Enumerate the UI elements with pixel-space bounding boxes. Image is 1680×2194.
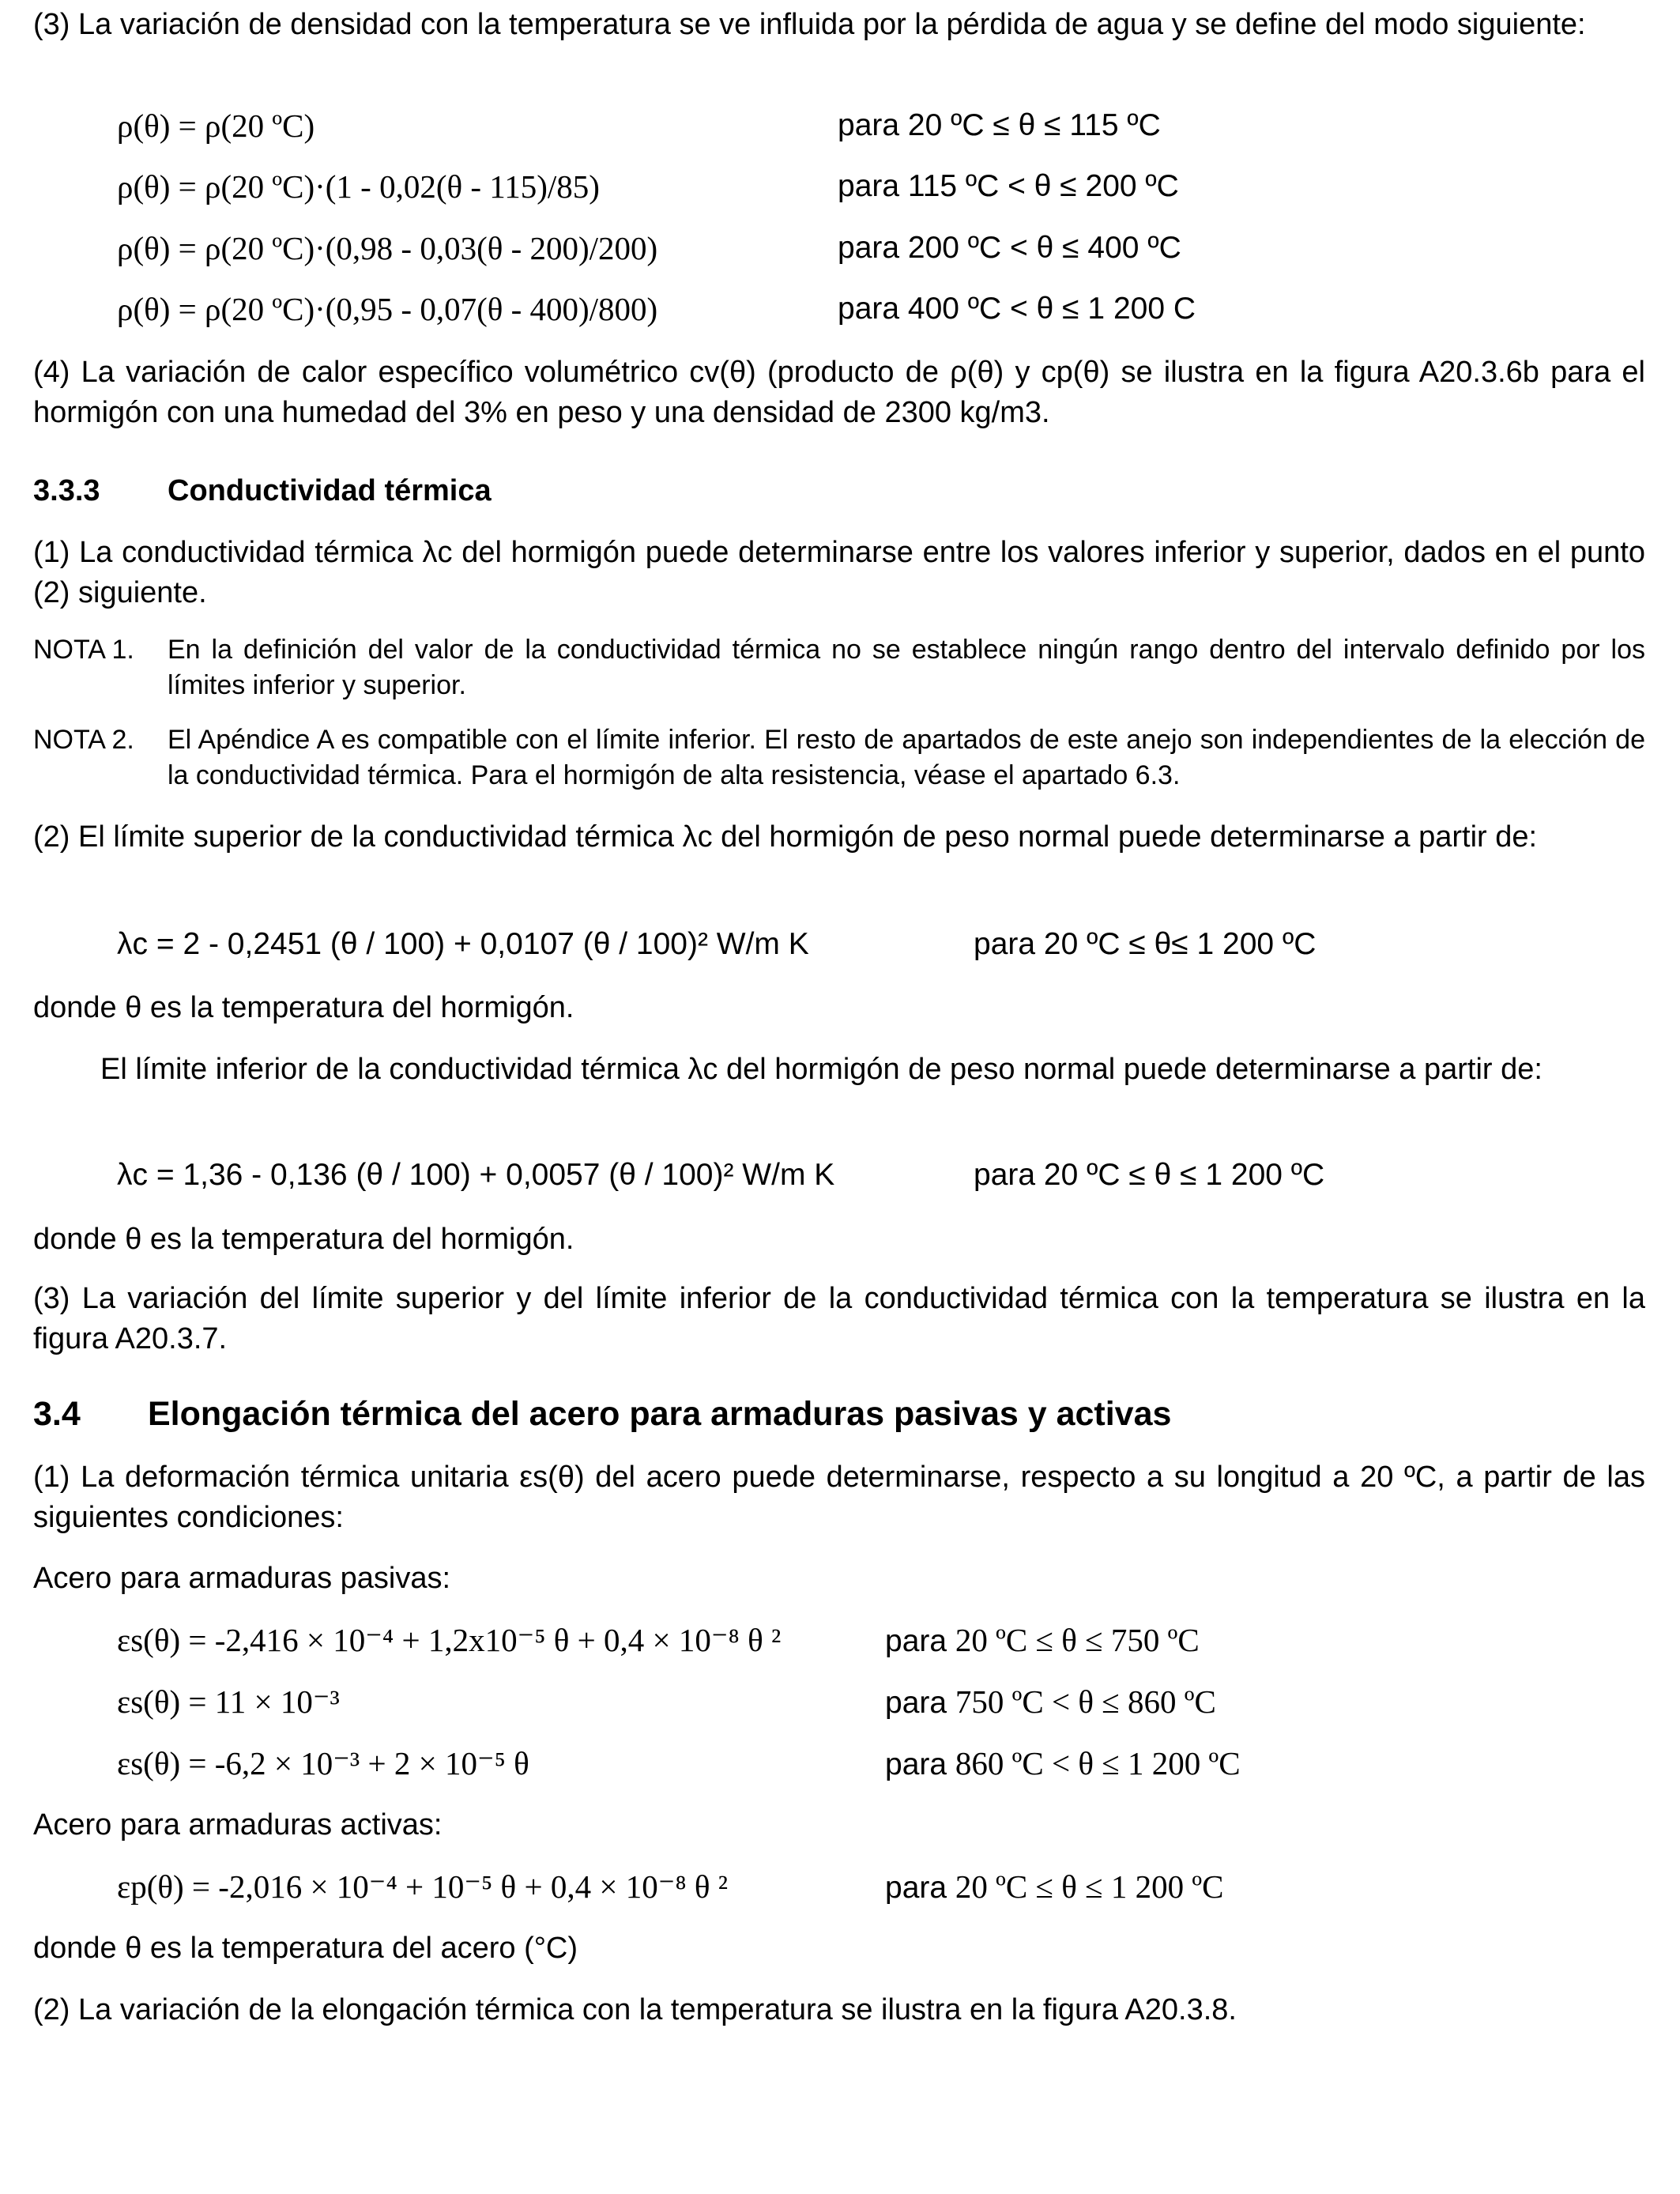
paragraph-steel-strain: (1) La deformación térmica unitaria εs(θ) del acero puede determinarse, respecto a su longitud a 20 ºC, a partir de las siguientes condiciones: xyxy=(33,1461,1645,1534)
upper-limit-formula: λc = 2 - 0,2451 (θ / 100) + 0,0107 (θ / 100)² W/m K xyxy=(117,927,809,961)
pasivas-condition-3 xyxy=(885,1744,1241,1785)
pasivas-formula-1: εs(θ) = -2,416 × 10⁻⁴ + 1,2x10⁻⁵ θ + 0,4 × 10⁻⁸ θ ² xyxy=(117,1622,782,1658)
rho-condition-2: para 115 ºC < θ ≤ 200 ºC xyxy=(838,169,1179,203)
note-label: NOTA 1. xyxy=(33,635,134,665)
rho-formula-3: ρ(θ) = ρ(20 ºC)·(0,98 - 0,03(θ - 200)/200) xyxy=(117,230,658,266)
pasivas-condition-2 xyxy=(885,1682,1216,1723)
paragraph-lower-limit: El límite inferior de la conductividad térmica λc del hormigón de peso normal puede determinarse a partir de: xyxy=(100,1053,1543,1086)
rho-formula-4: ρ(θ) = ρ(20 ºC)·(0,95 - 0,07(θ - 400)/800) xyxy=(117,291,658,327)
condition-range: 20 ºC ≤ θ ≤ 750 ºC xyxy=(955,1622,1200,1658)
activas-condition xyxy=(885,1867,1223,1908)
condition-prefix: para xyxy=(885,1747,947,1781)
section-title: Conductividad térmica xyxy=(168,474,492,507)
condition-prefix: para xyxy=(885,1686,947,1720)
condition-prefix: para xyxy=(885,1871,947,1905)
paragraph-conductivity-variation: (3) La variación del límite superior y del límite inferior de la conductividad térmica con la temperatura se ilustra en la figura A20.3.7. xyxy=(33,1282,1645,1355)
lower-limit-formula: λc = 1,36 - 0,136 (θ / 100) + 0,0057 (θ / 100)² W/m K xyxy=(117,1158,835,1192)
note-1 xyxy=(33,632,1645,703)
rho-formula-2: ρ(θ) = ρ(20 ºC)·(1 - 0,02(θ - 115)/85) xyxy=(117,168,600,205)
donde-line-3: donde θ es la temperatura del acero (°C) xyxy=(33,1932,578,1965)
condition-prefix: para xyxy=(885,1624,947,1658)
lower-limit-condition: para 20 ºC ≤ θ ≤ 1 200 ºC xyxy=(974,1158,1325,1192)
paragraph-conductivity: (1) La conductividad térmica λc del hormigón puede determinarse entre los valores inferior y superior, dados en el punto (2) siguiente. xyxy=(33,536,1645,609)
condition-range: 860 ºC < θ ≤ 1 200 ºC xyxy=(955,1745,1241,1781)
section-title: Elongación térmica del acero para armaduras pasivas y activas xyxy=(148,1395,1172,1433)
section-heading-3-3-3 xyxy=(33,471,492,511)
condition-range: 750 ºC < θ ≤ 860 ºC xyxy=(955,1683,1216,1720)
label-pasivas: Acero para armaduras pasivas: xyxy=(33,1562,451,1595)
note-2 xyxy=(33,722,1645,794)
note-text: El Apéndice A es compatible con el límite inferior. El resto de apartados de este anejo son independientes de la elección de la conductividad térmica. Para el hormigón de alta resistencia, véase el apartado 6.3. xyxy=(168,725,1645,790)
upper-limit-condition: para 20 ºC ≤ θ≤ 1 200 ºC xyxy=(974,927,1317,961)
paragraph-density: (3) La variación de densidad con la temperatura se ve influida por la pérdida de agua y se define del modo siguiente: xyxy=(33,8,1586,41)
note-text: En la definición del valor de la conductividad térmica no se establece ningún rango dentro del intervalo definido por los límites inferior y superior. xyxy=(168,635,1645,700)
paragraph-elongation-variation: (2) La variación de la elongación térmica con la temperatura se ilustra en la figura A20.3.8. xyxy=(33,1993,1237,2026)
pasivas-formula-3: εs(θ) = -6,2 × 10⁻³ + 2 × 10⁻⁵ θ xyxy=(117,1745,529,1781)
rho-condition-4: para 400 ºC < θ ≤ 1 200 C xyxy=(838,292,1196,326)
paragraph-specific-heat: (4) La variación de calor específico volumétrico cv(θ) (producto de ρ(θ) y cp(θ) se ilustra en la figura A20.3.6b para el hormigón con una humedad del 3% en peso y una densidad de 2300 kg/m3. xyxy=(33,356,1645,429)
condition-range: 20 ºC ≤ θ ≤ 1 200 ºC xyxy=(955,1868,1224,1905)
rho-condition-3: para 200 ºC < θ ≤ 400 ºC xyxy=(838,231,1181,265)
section-heading-3-4 xyxy=(33,1394,1171,1434)
pasivas-condition-1 xyxy=(885,1620,1200,1661)
label-activas: Acero para armaduras activas: xyxy=(33,1808,443,1842)
section-number: 3.4 xyxy=(33,1395,81,1433)
rho-formula-1: ρ(θ) = ρ(20 ºC) xyxy=(117,107,315,144)
paragraph-upper-limit: (2) El límite superior de la conductividad térmica λc del hormigón de peso normal puede determinarse a partir de: xyxy=(33,820,1538,854)
activas-formula: εp(θ) = -2,016 × 10⁻⁴ + 10⁻⁵ θ + 0,4 × 10⁻⁸ θ ² xyxy=(117,1868,729,1905)
rho-condition-1: para 20 ºC ≤ θ ≤ 115 ºC xyxy=(838,108,1161,142)
note-label: NOTA 2. xyxy=(33,725,134,755)
section-number: 3.3.3 xyxy=(33,474,100,507)
pasivas-formula-2: εs(θ) = 11 × 10⁻³ xyxy=(117,1683,340,1720)
donde-line-2: donde θ es la temperatura del hormigón. xyxy=(33,1223,574,1256)
donde-line-1: donde θ es la temperatura del hormigón. xyxy=(33,991,574,1024)
